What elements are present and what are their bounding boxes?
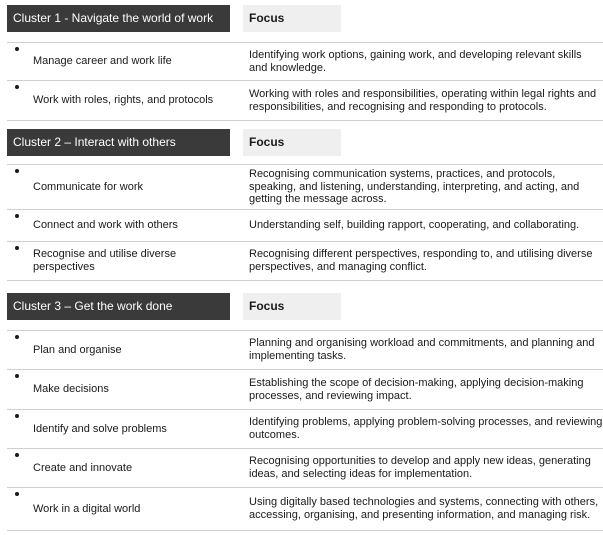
skill-cell — [15, 331, 237, 369]
skill-cell — [15, 165, 237, 209]
focus-column-header: Focus — [243, 5, 341, 32]
skill-label: Communicate for work — [33, 180, 144, 193]
skill-cell — [15, 410, 237, 448]
skill-cell — [15, 242, 237, 280]
bullet-icon — [15, 246, 21, 250]
table-row — [7, 209, 603, 241]
skill-label: Work in a digital world — [33, 502, 141, 515]
table-row — [7, 448, 603, 487]
focus-cell: Using digitally based technologies and systems, connecting with others, accessing, organising, and presenting information, and managing risk. — [249, 496, 599, 521]
focus-cell: Understanding self, building rapport, cooperating, and collaborating. — [249, 219, 580, 232]
bullet-icon — [15, 169, 21, 173]
bullet-icon — [15, 414, 21, 418]
cluster-title: Cluster 1 - Navigate the world of work — [7, 5, 230, 32]
skill-cell — [15, 210, 237, 241]
focus-cell: Identifying work options, gaining work, and developing relevant skills and knowledge. — [249, 48, 582, 74]
focus-cell: Planning and organising workload and commitments, and planning and implementing tasks. — [249, 337, 595, 362]
cluster-header — [7, 5, 603, 32]
cluster-header — [7, 129, 603, 156]
skill-cell — [15, 81, 237, 120]
table-row — [7, 409, 603, 448]
table-row — [7, 487, 603, 531]
focus-cell: Recognising communication systems, practices, and protocols, speaking, and listening, understanding, interpreting, and acting, and getting the message across. — [249, 167, 580, 206]
skill-cell — [15, 449, 237, 487]
table-row — [7, 369, 603, 409]
focus-cell: Identifying problems, applying problem-solving processes, and reviewing outcomes. — [249, 416, 603, 441]
cluster-3 — [7, 293, 603, 521]
skill-cell — [15, 370, 237, 409]
skill-cell — [15, 488, 237, 530]
table-row — [7, 80, 603, 121]
skill-label: Plan and organise — [33, 343, 122, 356]
cluster-header — [7, 293, 603, 320]
skill-cell — [15, 43, 237, 80]
cluster-title: Cluster 2 – Interact with others — [7, 129, 230, 156]
bullet-icon — [15, 214, 21, 218]
skill-label: Connect and work with others — [33, 219, 178, 231]
table-row — [7, 42, 603, 80]
cluster-1 — [7, 5, 603, 113]
skill-label: Manage career and work life — [33, 55, 172, 67]
skill-label: Identify and solve problems — [33, 422, 167, 435]
focus-column-header: Focus — [243, 293, 341, 320]
skill-label: Make decisions — [33, 383, 109, 395]
focus-cell: Recognising opportunities to develop and apply new ideas, generating ideas, and selecting ideas for implementation. — [249, 455, 591, 480]
cluster-title: Cluster 3 – Get the work done — [7, 293, 230, 320]
skill-label: Recognise and utilise diverse perspectives — [33, 248, 177, 273]
bullet-icon — [15, 47, 21, 51]
focus-cell: Establishing the scope of decision-making, applying decision-making processes, and reviewing impact. — [249, 376, 584, 402]
focus-cell: Working with roles and responsibilities, operating within legal rights and responsibilities, and recognising and responding to protocols. — [249, 87, 597, 113]
bullet-icon — [15, 335, 21, 339]
bullet-icon — [15, 492, 21, 496]
focus-cell: Recognising different perspectives, responding to, and utilising diverse perspectives, and managing conflict. — [249, 248, 593, 273]
table-row — [7, 164, 603, 209]
bullet-icon — [15, 453, 21, 457]
focus-column-header: Focus — [243, 129, 341, 156]
skill-label: Work with roles, rights, and protocols — [33, 94, 214, 106]
skill-label: Create and innovate — [33, 461, 133, 474]
table-row — [7, 330, 603, 369]
cluster-2 — [7, 129, 603, 273]
table-row — [7, 241, 603, 281]
bullet-icon — [15, 85, 21, 89]
bullet-icon — [15, 374, 21, 378]
